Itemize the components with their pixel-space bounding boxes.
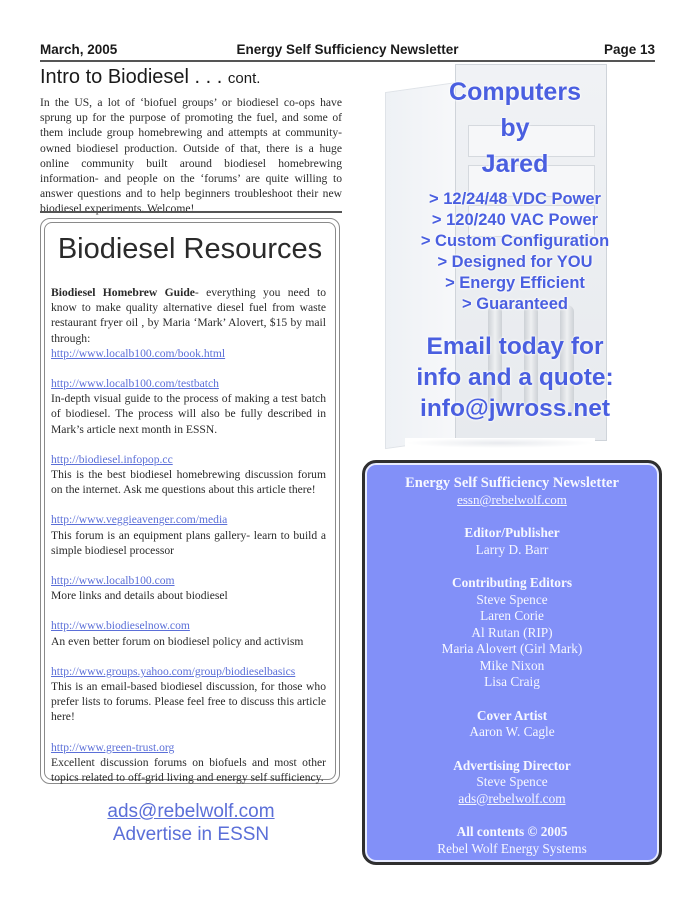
ad-features: [355, 189, 675, 315]
ad-feature: > Custom Configuration: [420, 232, 610, 250]
resource-item: [51, 618, 326, 648]
resource-item: [51, 573, 326, 603]
resource-link[interactable]: http://www.green-trust.org: [51, 740, 175, 754]
ad-feature: > Designed for YOU: [437, 253, 593, 271]
resource-link[interactable]: http://www.veggieavenger.com/media: [51, 513, 228, 527]
ads-email-link[interactable]: ads@rebelwolf.com: [107, 801, 275, 822]
copyright-owner: Rebel Wolf Energy Systems: [437, 840, 587, 856]
resource-item: [51, 452, 326, 498]
resource-item-guide: [51, 285, 326, 361]
masthead-name: Mike Nixon: [479, 657, 545, 673]
masthead-name: Larry D. Barr: [475, 541, 549, 557]
ad-feature: > Energy Efficient: [445, 274, 585, 292]
resource-link[interactable]: http://biodiesel.infopop.cc: [51, 452, 173, 466]
masthead-title: Energy Self Sufficiency Newsletter: [405, 475, 619, 491]
masthead-email-link[interactable]: essn@rebelwolf.com: [457, 492, 567, 507]
ad-feature: > 12/24/48 VDC Power: [429, 190, 601, 208]
newsletter-title: Energy Self Sufficiency Newsletter: [236, 42, 459, 57]
masthead-section-heading: Cover Artist: [476, 707, 548, 723]
resource-description: In-depth visual guide to the process of making a test batch of biodiesel. The process will also be fully described in Mark’s article next month in ESSN.: [51, 392, 326, 436]
ad-feature: > Guaranteed: [462, 295, 568, 313]
masthead-name: Steve Spence: [476, 774, 548, 789]
resources-title: Biodiesel Resources: [57, 233, 323, 265]
masthead-name: Lisa Craig: [484, 674, 540, 689]
article-title-cont: cont.: [227, 70, 261, 87]
ad-call-to-action: [355, 331, 675, 424]
issue-date: March, 2005: [40, 42, 118, 57]
masthead-name: Aaron W. Cagle: [469, 724, 555, 739]
ad-headline-line: by: [500, 114, 530, 142]
masthead-name: Laren Corie: [480, 608, 544, 623]
masthead-section-heading: Advertising Director: [453, 757, 571, 773]
advertise-block: [40, 800, 342, 846]
page-number: Page 13: [603, 42, 655, 57]
guide-description: - everything you need to know to make quality alternative diesel fuel from waste restaurant fryer oil , by Maria ‘Mark’ Alovert, $15 by mail through:: [51, 286, 326, 345]
resource-description: More links and details about biodiesel: [51, 589, 228, 603]
resource-item: [51, 740, 326, 786]
ad-feature: > 120/240 VAC Power: [431, 211, 599, 229]
resource-link[interactable]: http://www.biodieselnow.com: [51, 619, 190, 633]
article-title-main: Intro to Biodiesel . . .: [40, 66, 223, 88]
ad-cta-line: info and a quote:: [416, 364, 614, 391]
guide-title: Biodiesel Homebrew Guide: [51, 286, 195, 299]
resources-list: [51, 285, 326, 800]
resource-description: This is an email-based biodiesel discussion, for those who prefer lists to forums. Please feel free to discuss this article here!: [51, 680, 326, 724]
resource-description: Excellent discussion forums on biofuels and most other topics related to off-grid living and energy self sufficiency.: [51, 755, 326, 785]
masthead-name: Al Rutan (RIP): [471, 624, 553, 640]
masthead-name: Maria Alovert (Girl Mark): [441, 641, 583, 656]
masthead-box: [362, 460, 662, 865]
ad-headline-line: Jared: [481, 150, 549, 178]
resource-description: This forum is an equipment plans gallery- learn to build a simple biodiesel processor: [51, 528, 326, 557]
divider: [40, 211, 342, 213]
advertise-label: Advertise in ESSN: [112, 824, 270, 845]
resource-item: [51, 512, 326, 558]
resources-box: [40, 218, 340, 784]
resource-description: An even better forum on biodiesel policy and activism: [51, 634, 304, 648]
masthead-name: Steve Spence: [476, 591, 548, 607]
ad-headline: [355, 74, 675, 182]
resource-item: [51, 664, 326, 725]
advertising-email-link[interactable]: ads@rebelwolf.com: [458, 790, 566, 806]
resource-link[interactable]: http://www.groups.yahoo.com/group/biodieselbasics: [51, 664, 296, 678]
resource-link[interactable]: http://www.localb100.com/book.html: [51, 346, 226, 360]
resource-link[interactable]: http://www.localb100.com/testbatch: [51, 377, 219, 391]
resource-link[interactable]: http://www.localb100.com: [51, 574, 175, 588]
ad-cta-email[interactable]: info@jwross.net: [420, 395, 610, 422]
masthead-section-heading: Contributing Editors: [451, 575, 573, 590]
resource-description: This is the best biodiesel homebrewing discussion forum on the internet. Ask me questions about this article there!: [51, 468, 326, 497]
ad-cta-line: Email today for: [426, 333, 604, 360]
article-title: [40, 66, 260, 89]
masthead-section-heading: Editor/Publisher: [464, 525, 560, 540]
article-body: In the US, a lot of ‘biofuel groups’ or biodiesel co-ops have sprung up for the purpose of promoting the fuel, and some of them include group homebrewing and attempts at community-owned biodiesel production. Outside of that, there is a huge online community built around biodiesel homebrewing information- and people on the ‘forums’ are quite willing to answer questions and to help beginners troubleshoot their new biodiesel experiments. Welcome!: [40, 96, 342, 216]
resource-item: [51, 376, 326, 437]
ad-headline-line: Computers: [449, 78, 581, 106]
page-header: [40, 42, 655, 62]
tower-shadow: [405, 438, 595, 448]
copyright-heading: All contents © 2005: [456, 824, 568, 839]
